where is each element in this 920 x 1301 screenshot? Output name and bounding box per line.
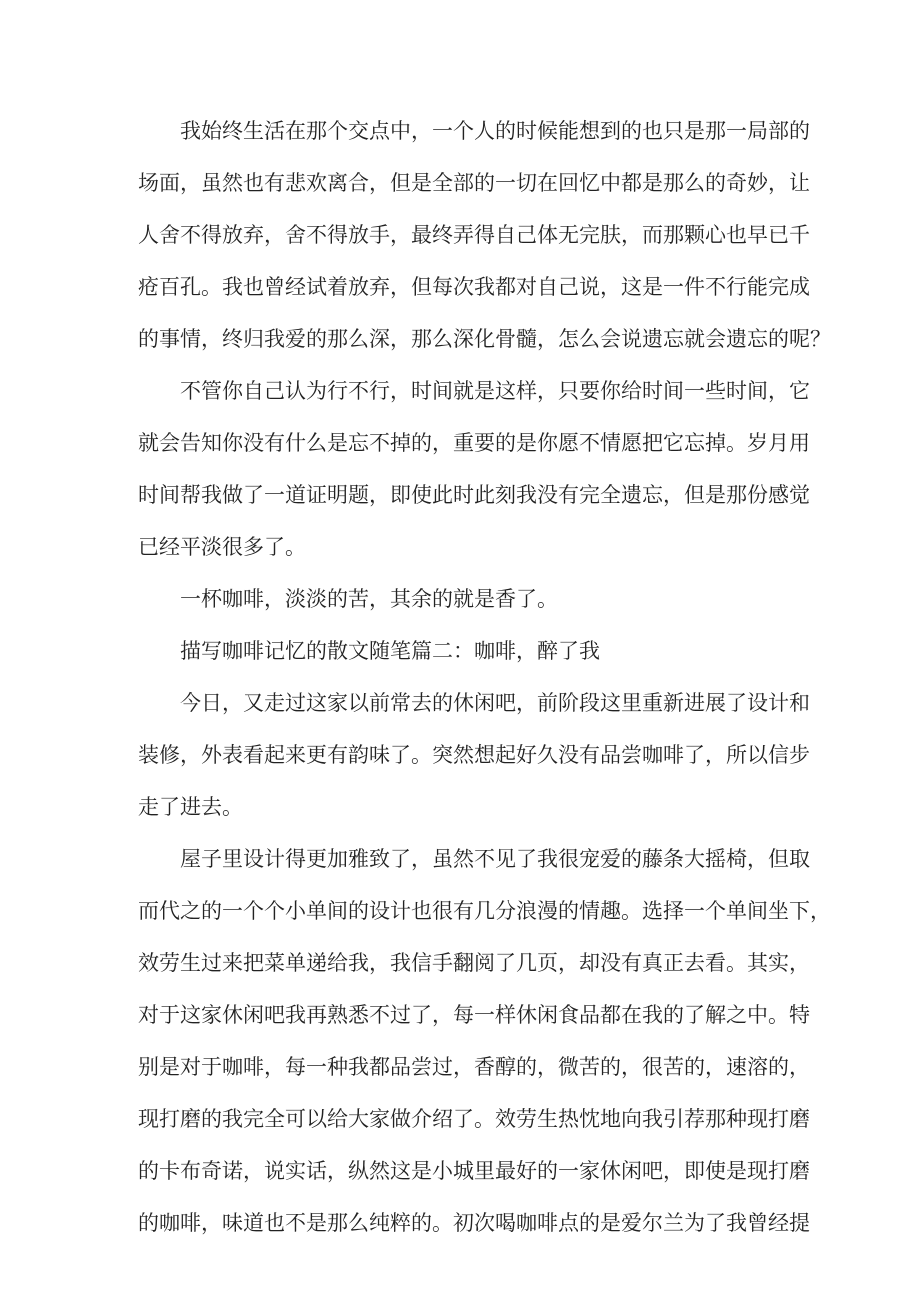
text-line: 已经平淡很多了。	[138, 535, 306, 559]
text-line: 就会告知你没有什么是忘不掉的，重要的是你愿不情愿把它忘掉。岁月用	[138, 431, 810, 455]
text-line: 人舍不得放弃，舍不得放手，最终弄得自己体无完肤，而那颗心也早已千	[138, 223, 810, 247]
text-line: 装修，外表看起来更有韵味了。突然想起好久没有品尝咖啡了，所以信步	[138, 743, 810, 767]
text-line: 时间帮我做了一道证明题，即使此时此刻我没有完全遗忘，但是那份感觉	[138, 483, 810, 507]
text-line: 走了进去。	[138, 795, 243, 819]
text-line: 现打磨的我完全可以给大家做介绍了。效劳生热忱地向我引荐那种现打磨	[138, 1107, 810, 1131]
text-line: 的事情，终归我爱的那么深，那么深化骨髓，怎么会说遗忘就会遗忘的呢？	[138, 327, 831, 351]
text-line: 场面，虽然也有悲欢离合，但是全部的一切在回忆中都是那么的奇妙，让	[138, 171, 810, 195]
text-line: 疮百孔。我也曾经试着放弃，但每次我都对自己说，这是一件不行能完成	[138, 275, 810, 299]
text-line: 而代之的一个个小单间的设计也很有几分浪漫的情趣。选择一个单间坐下，	[138, 899, 831, 923]
text-line: 今日，又走过这家以前常去的休闲吧，前阶段这里重新进展了设计和	[180, 691, 810, 715]
text-line: 描写咖啡记忆的散文随笔篇二：咖啡，醉了我	[180, 639, 600, 663]
text-line: 我始终生活在那个交点中，一个人的时候能想到的也只是那一局部的	[180, 119, 810, 143]
text-line: 一杯咖啡，淡淡的苦，其余的就是香了。	[180, 587, 558, 611]
text-line: 的卡布奇诺，说实话，纵然这是小城里最好的一家休闲吧，即使是现打磨	[138, 1159, 810, 1183]
text-line: 屋子里设计得更加雅致了，虽然不见了我很宠爱的藤条大摇椅，但取	[180, 847, 810, 871]
text-line: 的咖啡，味道也不是那么纯粹的。初次喝咖啡点的是爱尔兰为了我曾经提	[138, 1211, 810, 1235]
text-line: 不管你自己认为行不行，时间就是这样，只要你给时间一些时间，它	[180, 379, 810, 403]
text-line: 对于这家休闲吧我再熟悉不过了，每一样休闲食品都在我的了解之中。特	[138, 1003, 810, 1027]
text-line: 效劳生过来把菜单递给我，我信手翻阅了几页，却没有真正去看。其实，	[138, 951, 810, 975]
text-line: 别是对于咖啡，每一种我都品尝过，香醇的，微苦的，很苦的，速溶的，	[138, 1055, 810, 1079]
